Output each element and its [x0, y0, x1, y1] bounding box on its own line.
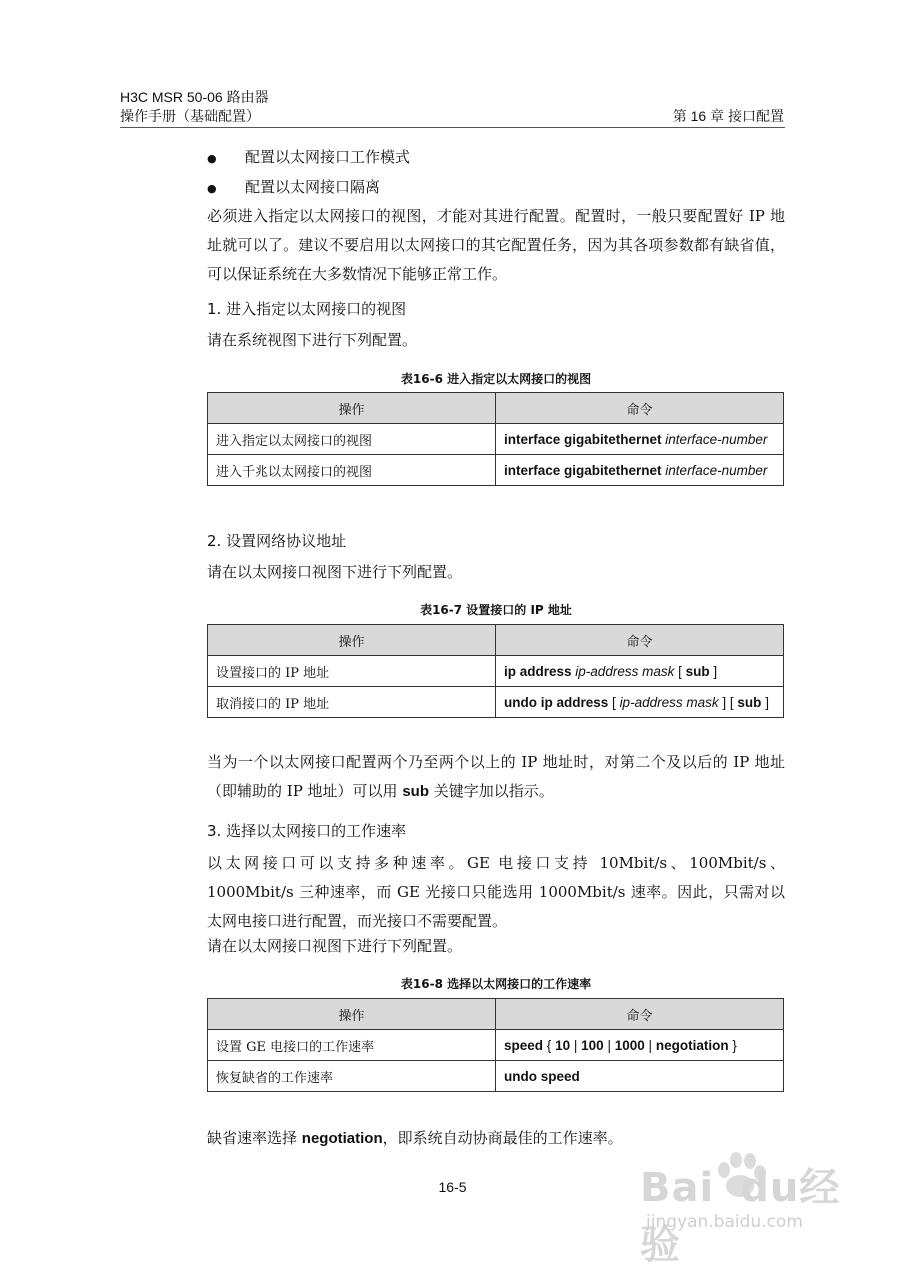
- section1-heading: 1. 进入指定以太网接口的视图: [207, 300, 407, 318]
- header-divider: [120, 127, 785, 128]
- col-header-cmd: 命令: [496, 625, 784, 656]
- col-header-op: 操作: [208, 393, 496, 424]
- bullet-icon: ●: [207, 151, 217, 165]
- intro-paragraph: 必须进入指定以太网接口的视图，才能对其进行配置。配置时，一般只要配置好 IP 地址就可以了。建议不要启用以太网接口的其它配置任务，因为其各项参数都有缺省值，可以保证系统在大多数情况下能够正常工作。: [207, 207, 785, 283]
- table-16-8: [207, 998, 784, 1092]
- section3-heading: 3. 选择以太网接口的工作速率: [207, 822, 407, 840]
- table-16-7: [207, 624, 784, 718]
- section3-note: 请在以太网接口视图下进行下列配置。: [207, 937, 463, 955]
- col-header-op: 操作: [208, 999, 496, 1030]
- table-row: 进入千兆以太网接口的视图 interface gigabitethernet interface-number: [208, 455, 784, 486]
- page-number: 16-5: [438, 1179, 467, 1195]
- table-16-8-caption: 表16-8 选择以太网接口的工作速率: [400, 977, 592, 991]
- section2-after-paragraph: 当为一个以太网接口配置两个乃至两个以上的 IP 地址时，对第二个及以后的 IP 地址（即辅助的 IP 地址）可以用 sub 关键字加以指示。: [207, 753, 785, 800]
- section2-note: 请在以太网接口视图下进行下列配置。: [207, 563, 463, 581]
- final-paragraph: 缺省速率选择 negotiation，即系统自动协商最佳的工作速率。: [207, 1129, 623, 1147]
- header-manual: 操作手册（基础配置）: [120, 108, 260, 124]
- col-header-op: 操作: [208, 625, 496, 656]
- table-16-6-caption: 表16-6 进入指定以太网接口的视图: [400, 372, 592, 386]
- col-header-cmd: 命令: [496, 999, 784, 1030]
- bullet-item: ● 配置以太网接口工作模式: [207, 148, 411, 166]
- watermark-url: jingyan.baidu.com: [646, 1212, 803, 1232]
- col-header-cmd: 命令: [496, 393, 784, 424]
- table-row: 设置接口的 IP 地址 ip address ip-address mask [ sub ]: [208, 656, 784, 687]
- table-16-7-caption: 表16-7 设置接口的 IP 地址: [420, 603, 572, 617]
- watermark-brand: Bai du经验: [640, 1165, 841, 1268]
- section1-note: 请在系统视图下进行下列配置。: [207, 331, 418, 349]
- baidu-watermark: [640, 1148, 860, 1268]
- table-row: 取消接口的 IP 地址 undo ip address [ ip-address mask ] [ sub ]: [208, 687, 784, 718]
- table-16-6: [207, 392, 784, 486]
- table-row: 恢复缺省的工作速率 undo speed: [208, 1061, 784, 1092]
- bullet-icon: ●: [207, 181, 217, 195]
- header-chapter: 第 16 章 接口配置: [672, 108, 784, 124]
- section2-heading: 2. 设置网络协议地址: [207, 532, 347, 550]
- header-product: H3C MSR 50-06 路由器: [120, 89, 269, 105]
- bullet-item: ● 配置以太网接口隔离: [207, 178, 381, 196]
- table-row: 设置 GE 电接口的工作速率 speed { 10 | 100 | 1000 | negotiation }: [208, 1030, 784, 1061]
- table-row: 进入指定以太网接口的视图 interface gigabitethernet interface-number: [208, 424, 784, 455]
- section3-description: 以太网接口可以支持多种速率。GE 电接口支持 10Mbit/s、100Mbit/s、1000Mbit/s 三种速率，而 GE 光接口只能选用 1000Mbit/s 速率。因此，只需对以太网电接口进行配置，而光接口不需要配置。: [207, 854, 785, 930]
